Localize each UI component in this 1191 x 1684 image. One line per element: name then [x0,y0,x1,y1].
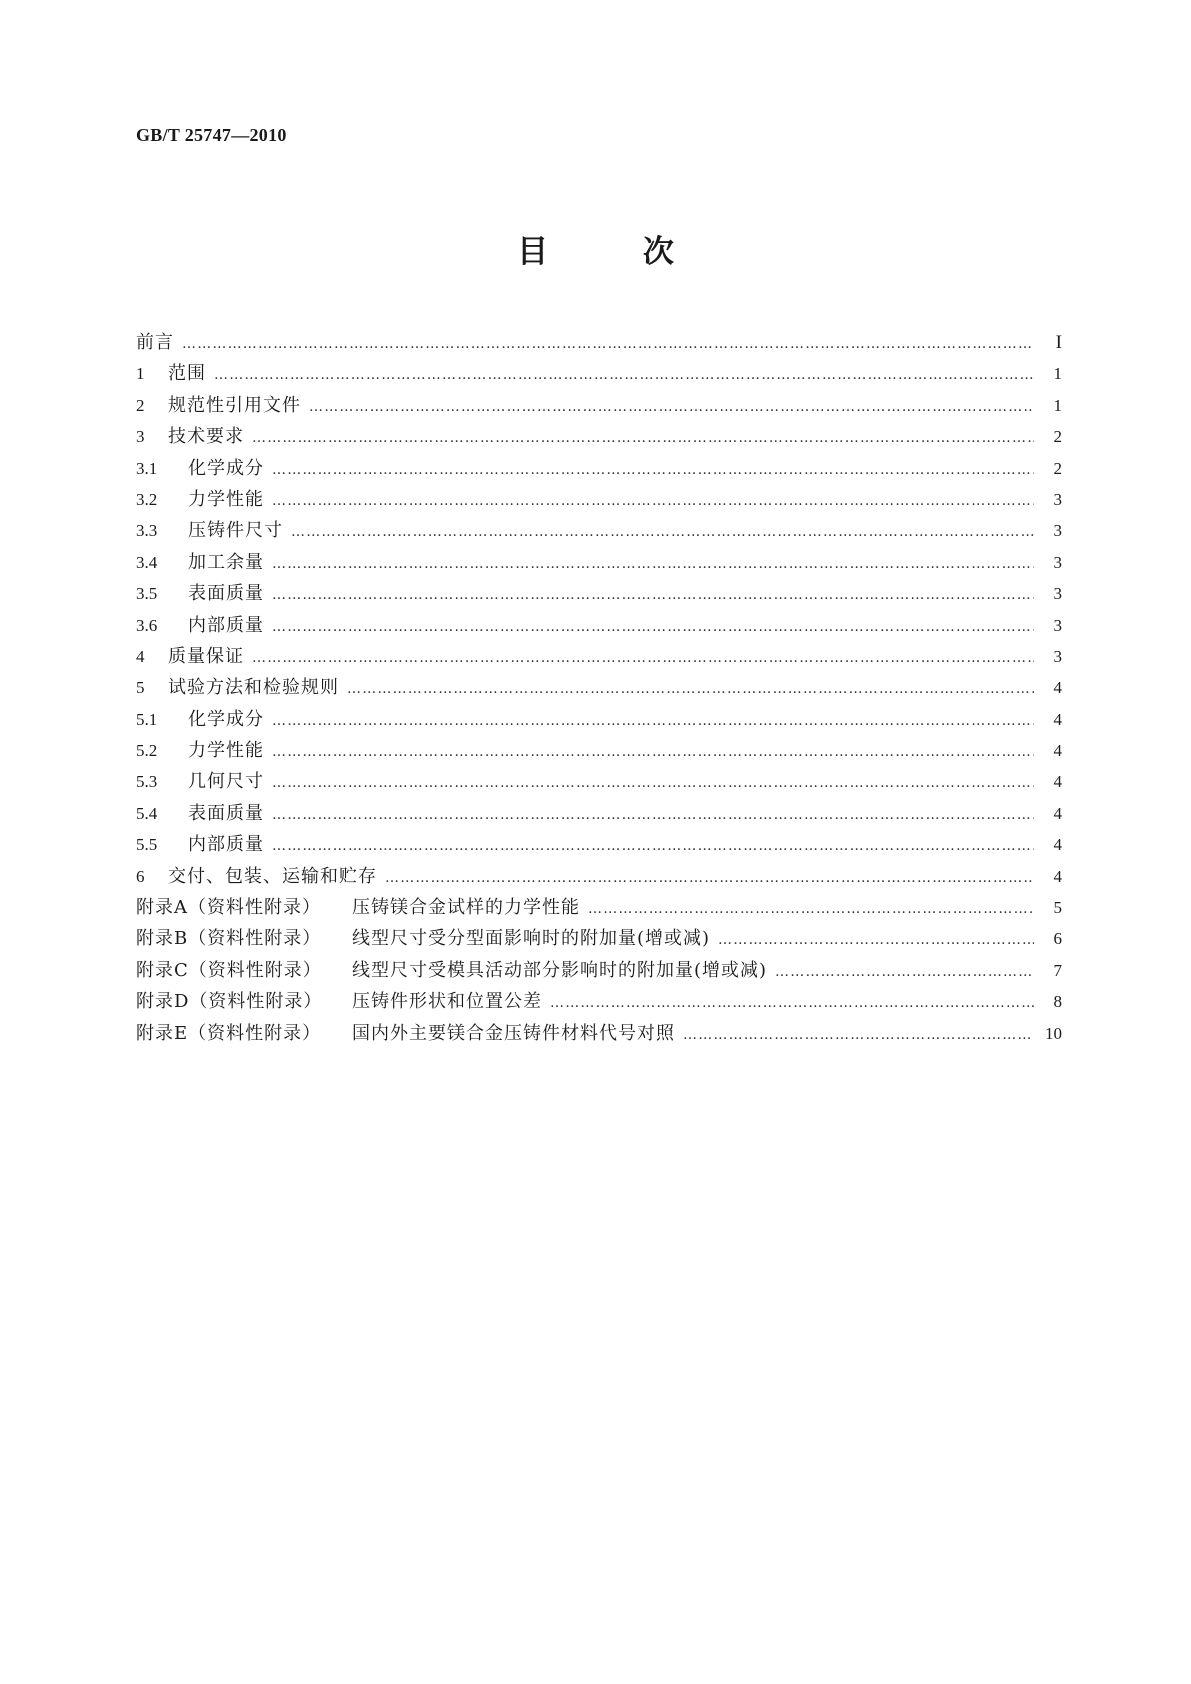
toc-leader-dots [775,957,1034,988]
toc-entry[interactable] [136,735,1062,766]
toc-entry[interactable] [136,766,1062,797]
toc-section-number: 3.2 [136,489,158,509]
toc-entry[interactable] [136,547,1062,578]
toc-appendix-designation: 附录B（资料性附录） [136,928,322,950]
toc-leader-dots [272,612,1034,643]
toc-leader-dots [214,360,1034,391]
toc-entry[interactable] [136,798,1062,829]
toc-page-number: 3 [1053,552,1062,572]
toc-page-number: 3 [1053,615,1062,635]
toc-entry-label: 线型尺寸受模具活动部分影响时的附加量(增或减) [352,959,768,981]
toc-entry-label: 压铸镁合金试样的力学性能 [352,897,580,919]
toc-section-number: 5.2 [136,741,158,761]
toc-entry-label: 范围 [168,363,206,385]
toc-entry-appendix[interactable] [136,892,1062,923]
toc-entry-label: 几何尺寸 [188,771,264,793]
toc-page-number: 3 [1053,584,1062,604]
toc-entry[interactable] [136,610,1062,641]
toc-page-number: 1 [1053,364,1062,384]
toc-appendix-designation: 附录E（资料性附录） [136,1022,322,1044]
toc-entry[interactable] [136,829,1062,860]
toc-entry-label: 化学成分 [188,708,264,730]
toc-title: 目 次 [517,234,716,270]
toc-entry-label: 技术要求 [168,426,244,448]
toc-leader-dots [272,831,1034,862]
toc-leader-dots [272,580,1034,611]
toc-entry-label: 质量保证 [168,645,244,667]
toc-entry-label: 国内外主要镁合金压铸件材料代号对照 [352,1022,675,1044]
toc-section-number: 3.6 [136,615,158,635]
toc-leader-dots [550,988,1034,1019]
toc-page-number: 2 [1053,458,1062,478]
toc-entry-label: 内部质量 [188,614,264,636]
toc-entry-appendix[interactable] [136,986,1062,1017]
toc-leader-dots [252,643,1034,674]
toc-page-number: 3 [1053,489,1062,509]
toc-page-number: 7 [1053,960,1062,980]
toc-page-number: 8 [1053,992,1062,1012]
toc-entry-label: 交付、包装、运输和贮存 [168,865,377,887]
toc-page-number: 4 [1053,741,1062,761]
toc-entry[interactable] [136,421,1062,452]
toc-leader-dots [272,706,1034,737]
toc-page-number: 4 [1053,835,1062,855]
toc-leader-dots [272,737,1034,768]
toc-appendix-designation: 附录A（资料性附录） [136,897,321,919]
toc-entry-label: 表面质量 [188,583,264,605]
toc-entry-appendix[interactable] [136,955,1062,986]
toc-leader-dots [272,486,1034,517]
toc-leader-dots [347,674,1034,705]
toc-entry-label: 加工余量 [188,551,264,573]
toc-entry[interactable] [136,861,1062,892]
toc-leader-dots [309,392,1034,423]
toc-entry-label: 线型尺寸受分型面影响时的附加量(增或减) [352,928,711,950]
standard-code: GB/T 25747—2010 [136,125,287,145]
toc-section-number: 5.3 [136,772,158,792]
toc-entry-label: 力学性能 [188,488,264,510]
toc-section-number: 3.5 [136,584,158,604]
toc-entry[interactable] [136,515,1062,546]
toc-leader-dots [385,863,1034,894]
toc-entry-label: 化学成分 [188,457,264,479]
toc-entry[interactable] [136,358,1062,389]
toc-section-number: 5.5 [136,835,158,855]
toc-leader-dots [291,517,1034,548]
toc-entry[interactable] [136,704,1062,735]
toc-entry-label: 力学性能 [188,740,264,762]
toc-section-number: 6 [136,866,145,886]
toc-entry-appendix[interactable] [136,1018,1062,1049]
toc-section-number: 5 [136,678,145,698]
toc-leader-dots [718,925,1034,956]
toc-leader-dots [272,800,1034,831]
toc-entry-appendix[interactable] [136,923,1062,954]
toc-page-number: 5 [1053,898,1062,918]
toc-entry-label: 规范性引用文件 [168,394,301,416]
toc-leader-dots [683,1020,1034,1051]
toc-entry-label: 内部质量 [188,834,264,856]
toc-page-number: I [1055,332,1062,353]
toc-page-number: 6 [1053,929,1062,949]
toc-page-number: 4 [1053,803,1062,823]
toc-section-number: 1 [136,364,145,384]
toc-page-number: 4 [1053,866,1062,886]
toc-entry-label: 前言 [136,332,174,353]
toc-leader-dots [252,423,1034,454]
toc-section-number: 4 [136,646,145,666]
toc-entry-label: 试验方法和检验规则 [168,677,339,699]
toc-entry[interactable] [136,672,1062,703]
toc-leader-dots [272,455,1034,486]
toc-list [136,327,1062,1049]
toc-section-number: 3 [136,427,145,447]
toc-appendix-designation: 附录C（资料性附录） [136,959,322,981]
toc-page-number: 3 [1053,521,1062,541]
toc-page-number: 4 [1053,772,1062,792]
toc-entry[interactable] [136,453,1062,484]
toc-section-number: 3.1 [136,458,158,478]
toc-entry[interactable] [136,390,1062,421]
toc-entry[interactable] [136,641,1062,672]
toc-entry[interactable] [136,578,1062,609]
toc-section-number: 2 [136,395,145,415]
toc-entry-label: 压铸件尺寸 [188,520,283,542]
toc-appendix-designation: 附录D（资料性附录） [136,991,323,1013]
toc-entry-foreword[interactable] [136,327,1062,358]
toc-leader-dots [272,768,1034,799]
toc-page-number: 2 [1053,427,1062,447]
toc-page-number: 4 [1053,678,1062,698]
toc-page-number: 10 [1045,1023,1062,1043]
toc-entry[interactable] [136,484,1062,515]
toc-section-number: 5.4 [136,803,158,823]
toc-leader-dots [588,894,1034,925]
toc-section-number: 3.4 [136,552,158,572]
toc-entry-label: 压铸件形状和位置公差 [352,991,542,1013]
toc-page-number: 1 [1053,395,1062,415]
toc-entry-label: 表面质量 [188,802,264,824]
toc-leader-dots [182,329,1034,360]
toc-page-number: 4 [1053,709,1062,729]
toc-page-number: 3 [1053,646,1062,666]
toc-leader-dots [272,549,1034,580]
toc-section-number: 5.1 [136,709,158,729]
toc-section-number: 3.3 [136,521,158,541]
